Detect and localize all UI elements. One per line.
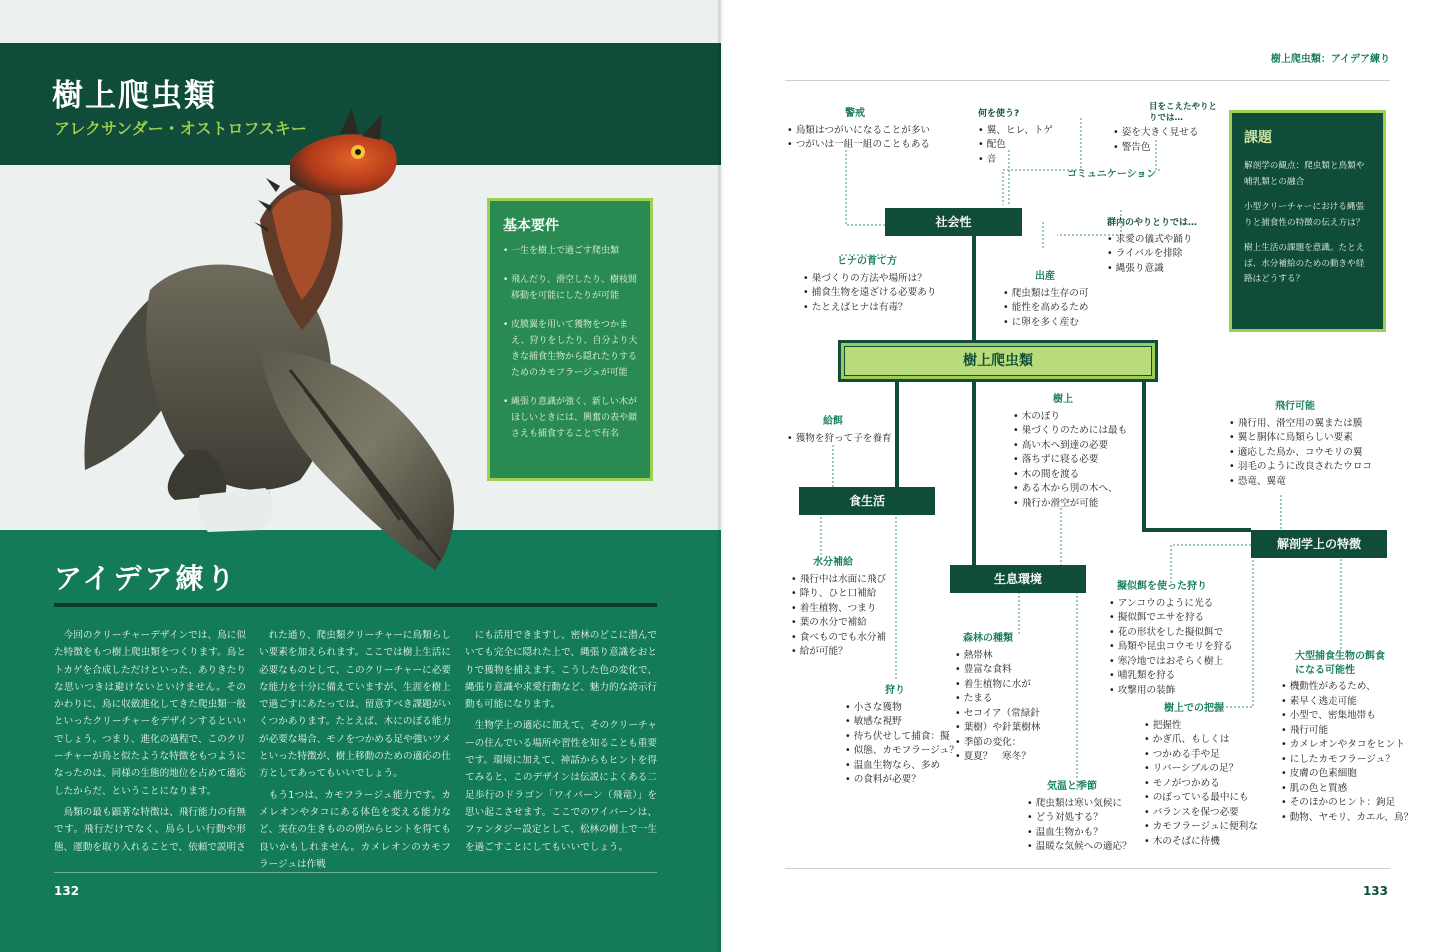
topic-item: • 花の形状をした擬似餌で <box>1109 626 1224 638</box>
topic-item: • 木のそばに待機 <box>1144 835 1220 847</box>
topic-chick-raising <box>803 255 936 315</box>
topic-item: • 飛行可能 <box>1281 724 1329 736</box>
issues-list <box>1244 159 1371 288</box>
topic-heading: 大型捕食生物の餌食になる可能性 <box>1295 651 1385 676</box>
topic-item: • 寒冷地ではおそらく樹上 <box>1109 655 1224 667</box>
topic-item: • 高い木へ到達の必要 <box>1013 439 1109 451</box>
topic-item: • 温血生物かも？ <box>1027 826 1103 838</box>
topic-item: • 捕食生物を遠ざける必要あり <box>803 287 937 298</box>
topic-birth <box>1003 270 1088 330</box>
topic-item: • 温血生物なら、多め <box>845 759 941 771</box>
topic-what-to-use <box>978 107 1053 167</box>
topic-item: • の食料が必要？ <box>845 774 921 785</box>
topic-item: • カモフラージュに便利な <box>1144 821 1258 832</box>
topic-item: • たまる <box>955 693 993 704</box>
topic-item: • 鳥類や昆虫コウモリを狩る <box>1109 641 1233 652</box>
topic-item: • 葉樹）や針葉樹林 <box>955 722 1041 733</box>
topic-item: • 小型で、密集地帯も <box>1281 710 1376 721</box>
page-number: 132 <box>54 884 80 898</box>
requirement-item: • 縄張り意識が強く、新しい木がほしいときには、興奮の表や顔さえも捕食することで有名 <box>503 394 638 442</box>
topic-item: • 肌の色と質感 <box>1281 782 1348 794</box>
requirement-item: • 一生を樹上で過ごす爬虫類 <box>503 243 638 259</box>
body-paragraph: もう1つは、カモフラージュ能力です。カメレオンやタコにある体色を変える能力など、実在の生きものの例からヒントを得ても良いかもしれません。カメレオンのカモフラージュは作戦 <box>259 789 451 870</box>
topic-item: • 巣づくりのためには最も <box>1013 425 1128 436</box>
running-head: 樹上爬虫類：アイデア練り <box>1270 54 1390 65</box>
creature-illustration <box>40 100 500 600</box>
topic-item: • 獲物を狩って子を養育 <box>787 432 892 444</box>
topic-in-group <box>1107 216 1197 276</box>
topic-item: • 木の間を渡る <box>1013 468 1080 480</box>
topic-item: • 飛行か滑空が可能 <box>1013 497 1099 509</box>
center-node-label: 樹上爬虫類 <box>844 346 1152 376</box>
topic-item: • ある木から別の木へ、 <box>1013 483 1118 494</box>
topic-item: • 巣づくりの方法や場所は？ <box>803 272 927 284</box>
body-paragraph: にも活用できますし、密林のどこに潜んでいても完全に隠れた上で、縄張り意識をおとりで獲物を捕えます。こうした色の変化で、縄張り意識や求愛行動など、魅力的な誇示行動も可能になります。 <box>465 630 657 711</box>
topic-hydration <box>791 556 886 660</box>
footer-rule <box>54 872 657 873</box>
topic-heading: 森林の種類 <box>963 633 1013 644</box>
topic-item: • 警告色 <box>1113 141 1151 153</box>
topic-heading: 出産 <box>1035 271 1055 282</box>
topic-item: • 爬虫類は寒い気候に <box>1027 797 1123 809</box>
page-title: 樹上爬虫類 <box>52 78 217 114</box>
page-number: 133 <box>1362 884 1388 898</box>
topic-heading: 給餌 <box>823 416 843 427</box>
topic-heading: 狩り <box>885 685 905 696</box>
topic-item: • 似態、カモフラージュ？ <box>845 745 959 756</box>
node-anatomy: 解剖学上の特徴 <box>1251 530 1387 558</box>
section-rule <box>54 603 657 607</box>
right-page <box>721 0 1442 952</box>
issue-item: 樹上生活の課題を意識。たとえば、水分補給のための動きや経路はどうする？ <box>1244 243 1365 284</box>
topic-item: • 熱帯林 <box>955 649 993 661</box>
topic-item: • どう対処する？ <box>1027 812 1103 823</box>
book-spine-shadow <box>718 0 724 952</box>
topic-heading: 樹上での把握 <box>1164 703 1224 714</box>
node-food: 食生活 <box>799 487 935 515</box>
topic-item: • 恐竜、翼竜 <box>1229 475 1286 487</box>
body-column-2 <box>259 627 451 877</box>
topic-forest-type <box>955 632 1040 765</box>
topic-item: • バランスを保つ必要 <box>1144 806 1239 818</box>
topic-item: • 翼、ヒレ、トゲ <box>978 124 1053 136</box>
topic-item: • 姿を大きく見せる <box>1113 127 1199 138</box>
topic-item: • 把握性 <box>1144 719 1182 731</box>
body-paragraph: れた通り、爬虫類クリーチャーに鳥類らしい要素を加えられます。ここでは樹上生活に必要なものとして、このクリーチャーに必要な能力を十分に備えていますが、生涯を樹上で過ごすにあたっては、留意すべき課題がいくつかあります。たとえば、木にのぼる能力が必要な場合、モノをつかめる足や強いツメといった特徴が、樹上移動のための適応の仕方としてあってもいいでしょう。 <box>259 630 451 780</box>
topic-heading: 何を使う? <box>978 109 1020 119</box>
topic-item: • カメレオンやタコをヒント <box>1281 739 1405 750</box>
body-column-3 <box>465 627 657 860</box>
topic-item: • 飛行中は水面に飛び <box>791 573 887 585</box>
topic-item: • 皮膚の色素細胞 <box>1281 768 1357 779</box>
issues-title: 課題 <box>1244 130 1272 146</box>
topic-item: • かぎ爪、もしくは <box>1144 734 1230 745</box>
topic-item: • 素早く逃走可能 <box>1281 695 1357 707</box>
topic-item: • 夏夏？ 寒冬？ <box>955 751 1031 762</box>
topic-item: • 羽毛のように改良されたウロコ <box>1229 461 1373 472</box>
author-name: アレクサンダー・オストロフスキー <box>54 119 307 138</box>
topic-item: • 縄張り意識 <box>1107 262 1164 274</box>
topic-item: • 温暖な気候への適応？ <box>1027 841 1132 852</box>
topic-heading: 擬似餌を使った狩り <box>1117 581 1207 592</box>
requirement-item: • 皮膜翼を用いて獲物をつかまえ、狩りをしたり、自分より大きな捕食生物から隠れたりするためのカモフラージュが可能 <box>503 317 638 381</box>
body-paragraph: 今回のクリーチャーデザインでは、鳥に似た特徴をもつ樹上爬虫類をつくります。鳥とトカゲを合成しただけといった、ありきたりな思いつきは避けないといけません。そのかわりに、鳥に収斂進化してきた爬虫類一般といったクリーチャーをデザインするといいでしょう。つまり、進化の過程で、このクリーチャーが鳥と似たような特徴をもつようになったのは、同様の生態的地位を占めて適応したからだ、ということになります。 <box>54 630 246 797</box>
body-column-1 <box>54 627 246 860</box>
node-social: 社会性 <box>885 208 1022 236</box>
topic-heading: 水分補給 <box>813 557 853 568</box>
topic-item: • 求愛の儀式や踊り <box>1107 233 1193 245</box>
topic-item: • 落ちずに寝る必要 <box>1013 454 1099 465</box>
topic-tree-grip <box>1144 702 1258 849</box>
topic-item: • 降り、ひと口補給 <box>791 588 877 599</box>
topic-item: • つがいは一組一組のこともある <box>787 139 931 150</box>
topic-heading: 目をこえたやりとりでは… <box>1149 102 1218 123</box>
topic-item: • 音 <box>978 153 997 165</box>
topic-item: • 小さな獲物 <box>845 701 902 713</box>
requirements-list <box>503 243 638 442</box>
topic-item: • 食べものでも水分補 <box>791 631 887 643</box>
topic-item: • に卵を多く産む <box>1003 316 1079 328</box>
issues-box <box>1229 110 1386 332</box>
topic-item: • 着生植物に水が <box>955 678 1031 690</box>
topic-arboreal <box>1013 393 1127 511</box>
topic-item: • つかめる手や足 <box>1144 748 1220 760</box>
topic-item: • モノがつかめる <box>1144 777 1220 789</box>
topic-predator <box>1281 650 1414 825</box>
topic-item: • 着生植物、つまり <box>791 602 877 614</box>
topic-item: • そのほかのヒント：鉤足 <box>1281 797 1396 808</box>
center-node <box>838 340 1158 382</box>
topic-item: • 能性を高めるため <box>1003 302 1089 313</box>
topic-threat <box>787 107 930 153</box>
issue-item: 小型クリーチャーにおける縄張りと捕食性の特徴の伝え方は？ <box>1244 202 1365 228</box>
topic-item: • 季節の変化： <box>955 736 1022 748</box>
communication-heading: コミュニケーション <box>1067 169 1157 180</box>
topic-feeding <box>787 415 892 446</box>
topic-item: • にしたカモフラージュ？ <box>1281 753 1395 765</box>
topic-hunting <box>845 684 959 788</box>
topic-climate <box>1027 780 1132 855</box>
topic-item: • 葉の水分で補給 <box>791 617 867 628</box>
requirement-item: • 飛んだり、滑空したり、樹枝間移動を可能にしたりが可能 <box>503 272 638 304</box>
topic-item: • 給が可能？ <box>791 646 848 657</box>
topic-item: • たとえばヒナは有毒？ <box>803 301 908 313</box>
topic-item: • 翼と胴体に鳥類らしい要素 <box>1229 432 1353 443</box>
topic-item: • 飛行用、滑空用の翼または膜 <box>1229 417 1363 429</box>
body-paragraph: 生物学上の適応に加えて、そのクリーチャーの住んでいる場所や習性を知ることも重要です。環境に加えて、神話からもヒントを得てみると、このデザインは伝説によくある二足歩行のドラゴン「ワイバーン（飛竜）」を思い起こさせます。ここでのワイバーンは、ファンタジー設定として、松林の樹上で一生を過ごすことにしてもいいでしょう。 <box>465 720 657 853</box>
topic-item: • 哺乳類を狩る <box>1109 670 1176 681</box>
topic-item: • 豊富な食料 <box>955 664 1012 675</box>
topic-heading: 群内のやりとりでは… <box>1107 218 1198 228</box>
body-paragraph: 鳥類の最も顕著な特徴は、飛行能力の有無です。飛行だけでなく、鳥らしい行動や形態、運動を取り入れることで、依頼で説明さ <box>54 806 246 853</box>
topic-item: • 鳥類はつがいになることが多い <box>787 124 931 136</box>
topic-item: • 敏感な視野 <box>845 716 902 727</box>
topic-communication <box>1067 168 1156 185</box>
topic-item: • セコイア（常緑針 <box>955 707 1040 719</box>
topic-heading: 警戒 <box>845 108 865 119</box>
topic-item: • 機動性があるため、 <box>1281 681 1376 692</box>
topic-flight <box>1229 400 1372 489</box>
topic-item: • 擬似餌でエサを狩る <box>1109 612 1205 623</box>
topic-item: • ライバルを排除 <box>1107 248 1183 259</box>
topic-item: • 木のぼり <box>1013 410 1061 422</box>
topic-heading: 樹上 <box>1053 394 1073 405</box>
section-title: アイデア練り <box>54 562 238 595</box>
topic-visual <box>1113 102 1223 155</box>
topic-heading: ヒナの育て方 <box>837 256 897 267</box>
requirements-box <box>487 198 653 481</box>
topic-item: • 配色 <box>978 139 1006 150</box>
topic-heading: 気温と季節 <box>1047 781 1097 792</box>
topic-item: • 攻撃用の装飾 <box>1109 684 1176 696</box>
topic-item: • 爬虫類は生存の可 <box>1003 287 1089 299</box>
topic-lure-hunting <box>1109 580 1233 698</box>
topic-item: • のぼっている最中にも <box>1144 792 1249 803</box>
node-habitat: 生息環境 <box>950 565 1086 593</box>
topic-item: • 動物、ヤモリ、カエル、鳥？ <box>1281 811 1414 823</box>
requirements-title: 基本要件 <box>503 218 559 234</box>
issue-item: 解剖学の観点：爬虫類と鳥類や哺乳類との融合 <box>1244 161 1365 187</box>
topic-item: • 適応した鳥か、コウモリの翼 <box>1229 446 1363 458</box>
topic-item: • アンコウのように光る <box>1109 597 1214 609</box>
footer-rule <box>785 868 1390 869</box>
topic-item: • 待ち伏せして捕食：擬 <box>845 730 950 742</box>
topic-heading: 飛行可能 <box>1275 401 1315 412</box>
topic-item: • リバーシブルの足？ <box>1144 763 1239 774</box>
